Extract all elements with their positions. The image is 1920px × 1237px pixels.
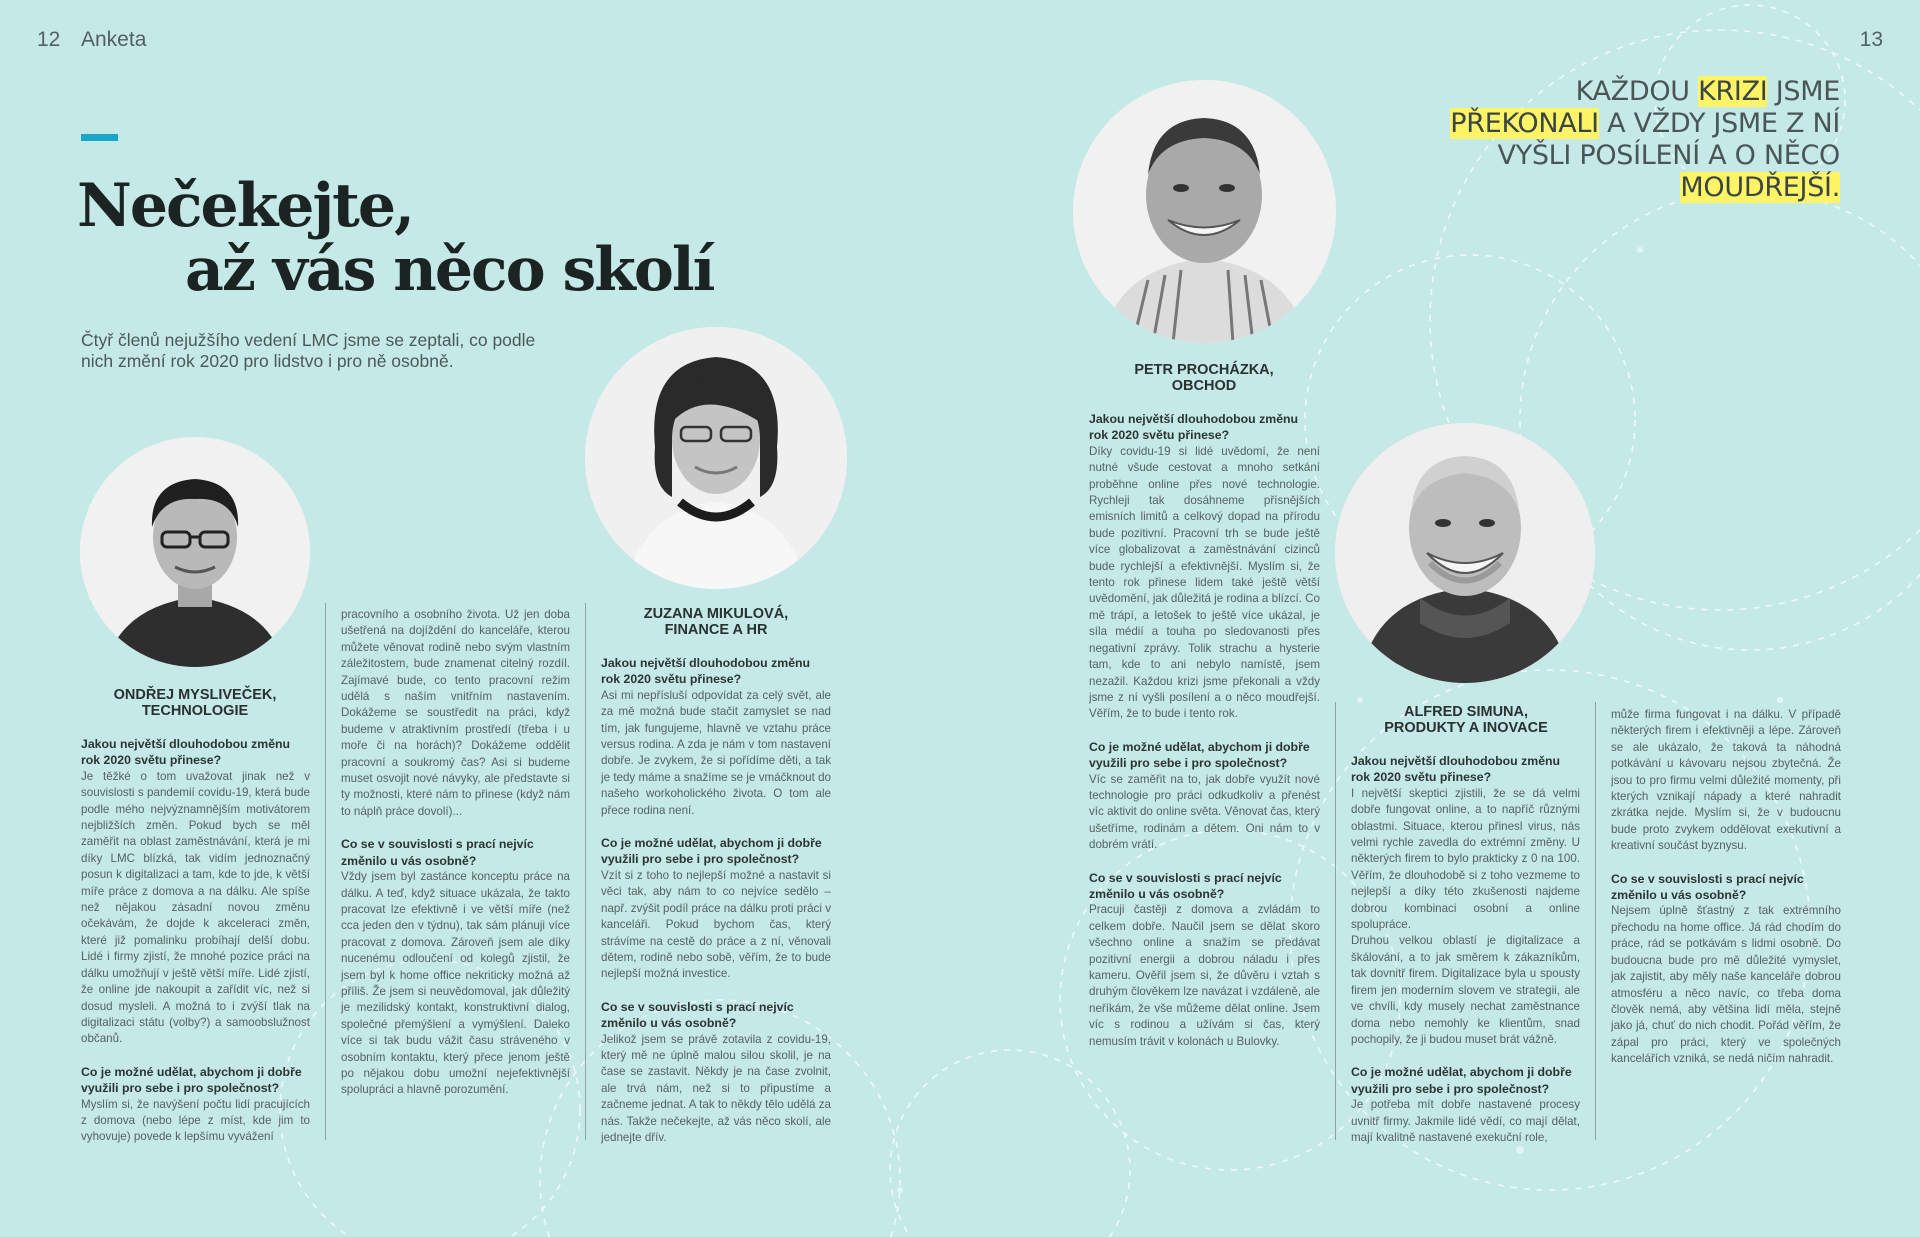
paragraph-gap xyxy=(1089,723,1320,739)
quote-text: KAŽDOU xyxy=(1575,76,1699,107)
interview-answer: Jelikož jsem se právě zotavila z covidu-19, který mě ne úplně malou silou skolil, je na čase se zastavit. Někdy je na čase zvolnit, ale trvá nám, než si to připustíme a začneme jednat. A tak to někdy tělo udělá za nás. Takže nečekejte, až vás něco skolí, ale jednejte dřív. xyxy=(601,1032,831,1144)
text-column-6 xyxy=(1611,707,1841,1107)
interview-answer: I největší skeptici zjistili, že se dá velmi dobře fungovat online, a to napříč různými oblastmi. Situace, kterou přinesl virus, nás velmi rychle zavedla do extrémní změny. U některých firem to bylo prakticky z 0 na 100. Věřím, že dlouhodobě si z toho vezmeme to nejlepší a díky této zkušenosti najdeme dobrou kombinaci osobní a online spolupráce. xyxy=(1351,786,1580,932)
portrait-alfred xyxy=(1335,423,1595,683)
column-divider xyxy=(585,603,586,1140)
quote-text: A VŽDY JSME Z NÍ xyxy=(1598,108,1840,139)
quote-highlight: KRIZI xyxy=(1698,76,1768,107)
portrait-zuzana xyxy=(585,327,847,589)
pull-quote xyxy=(1340,76,1840,204)
interview-answer: Nejsem úplně šťastný z tak extrémního přechodu na home office. Já rád chodím do práce, rád se potkávám s lidmi osobně. Do budoucna bude pro mě důležité vymyslet, jak zajistit, aby měly naše kanceláře dobrou atmosféru a něco navíc, co třeba doma člověk nemá, aby většina lidí měla, stejně jako já, chuť do nich chodit. Pořád věřím, že zápal pro práci, který ve společných kancelářích vzniká, se nedá ničím nahradit. xyxy=(1611,904,1841,1066)
paragraph-gap xyxy=(601,819,831,835)
person-name-text: ONDŘEJ MYSLIVEČEK, xyxy=(113,687,277,703)
interview-question: Jakou největší dlouhodobou změnu rok 2020 světu přinese? xyxy=(1351,754,1561,785)
interview-answer: pracovního a osobního života. Už jen doba ušetřená na dojíždění do kanceláře, kterou můžete věnovat rodině nebo svým vlastním záležitostem, bude znamenat citelný rozdíl. Zajímavé bude, co tento pracovní režim udělá s naším vnitřním nastavením. Dokážeme se soustředit na práci, když budeme v atraktivním prostředí (třeba i u moře či na horách)? Dokážeme oddělit pracovní a soukromý čas? Asi si budeme muset osvojit nové návyky, ale představte si ty možnosti, které nám to přinese (když nám to náplň práce dovolí)... xyxy=(341,608,570,818)
text-column-4 xyxy=(1089,411,1320,1051)
interview-question: Co je možné udělat, abychom ji dobře využili pro sebe i pro společnost? xyxy=(1351,1065,1572,1096)
headline-line-2: až vás něco skolí xyxy=(185,235,714,305)
interview-question: Co se v souvislosti s prací nejvíc změnilo u vás osobně? xyxy=(341,837,534,868)
interview-question: Co se v souvislosti s prací nejvíc změnilo u vás osobně? xyxy=(1089,870,1282,901)
quote-highlight: PŘEKONALI xyxy=(1450,108,1599,139)
interview-question: Co je možné udělat, abychom ji dobře využili pro sebe i pro společnost? xyxy=(81,1064,302,1096)
column-divider xyxy=(325,603,326,1140)
person-name-text: ZUZANA MIKULOVÁ, xyxy=(643,606,789,622)
interview-answer: může firma fungovat i na dálku. V případě některých firem i efektivněji a lépe. Zároveň se ale ukázalo, že taková ta náhodná potkávání u kávovaru nejsou zbytečná. Že jsou to pro firmu velmi důležité momenty, při kterých vznikají nápady a které nahradit zkrátka nejde. Myslím si, že v budoucnu bude proto zvykem oddělovat exekutivní a kreativní součást byznysu. xyxy=(1611,708,1841,853)
interview-answer: Vzít si z toho to nejlepší možné a nastavit si věci tak, aby nám to co nejvíce sedělo – např. zvýšit podíl práce na dálku proti práci v kanceláři. Pokud bychom čas, který strávíme na cestě do práce a z ní, věnovali dětem, rodině nebo sobě, věřím, že to bude nejlepší možná investice. xyxy=(601,868,831,981)
text-column-1 xyxy=(81,736,310,1144)
interview-question: Co se v souvislosti s prací nejvíc změnilo u vás osobně? xyxy=(601,999,794,1031)
column-divider xyxy=(1335,702,1336,1140)
lead-paragraph xyxy=(81,330,601,372)
interview-answer: Víc se zaměřit na to, jak dobře využít nové technologie pro práci odkudkoliv a přenést víc aktivit do online světa. Věnovat čas, který ušetříme, rodinám a dětem. Oni nám to v dobrém vrátí. xyxy=(1089,772,1320,852)
person-role-text: PRODUKTY A INOVACE xyxy=(1384,720,1548,736)
text-column-2 xyxy=(341,607,570,1107)
paragraph-gap xyxy=(341,820,570,836)
lead-line-2: nich změní rok 2020 pro lidstvo i pro ně osobně. xyxy=(81,351,454,371)
interview-question: Co je možné udělat, abychom ji dobře využili pro sebe i pro společnost? xyxy=(601,836,822,867)
text-column-3 xyxy=(601,655,831,1145)
interview-answer: Je těžké o tom uvažovat jinak než v souvislosti s pandemií covidu-19, která bude podle mého nejvýznamnějším motivátorem nejbližších změn. Pokud bych se měl zaměřit na oblast zaměstnávání, která je mi díky LMC blízká, tak vidím jednoznačný posun k digitalizaci a tam, kde to jde, k větší míře práce z domova a na dálku. Ale spíše než nějakou zásadní novou změnu očekávám, že dojde k akceleraci změn, které již pomalinku probíhají delší dobu. Lidé i firmy zjistí, že mnohé pozice práci na dálku umožňují v ještě větší míře. Lidé zjistí, že online jde nakoupit a zařídit víc, než si dosud mysleli. A možná to i zvýší tlak na digitalizaci státu (volby?) a samoobslužnost občanů. xyxy=(81,769,310,1046)
lead-line-1: Čtyř členů nejužšího vedení LMC jsme se zeptali, co podle xyxy=(81,330,536,350)
interview-question: Jakou největší dlouhodobou změnu rok 2020 světu přinese? xyxy=(601,656,811,687)
paragraph-gap xyxy=(1351,1048,1580,1064)
person-name-text: ALFRED SIMUNA, xyxy=(1403,704,1529,720)
person-name-text: PETR PROCHÁZKA, xyxy=(1134,362,1274,378)
section-label: Anketa xyxy=(81,28,147,51)
person-name-ondrej xyxy=(80,687,310,719)
quote-text: VYŠLI POSÍLENÍ A O NĚCO xyxy=(1497,140,1840,171)
paragraph-gap xyxy=(1611,855,1841,871)
person-name-petr xyxy=(1088,362,1320,394)
interview-question: Jakou největší dlouhodobou změnu rok 2020 světu přinese? xyxy=(1089,412,1299,443)
quote-text: JSME xyxy=(1767,76,1840,107)
person-name-zuzana xyxy=(600,606,832,638)
person-name-alfred xyxy=(1350,704,1582,736)
quote-highlight: MOUDŘEJŠÍ. xyxy=(1680,172,1840,203)
person-role-text: FINANCE A HR xyxy=(664,622,768,638)
interview-answer: Druhou velkou oblastí je digitalizace a škálování, a to jak směrem k zákazníkům, tak dovnitř firem. Digitalizace byla u spousty firem jen moderním slovem ve strategii, ale ve chvíli, kdy musely nechat zaměstnance doma nebo nemohly ke klientům, snad pochopily, že ji budou muset brát vážně. xyxy=(1351,934,1580,1046)
interview-answer: Vždy jsem byl zastánce konceptu práce na dálku. A teď, když situace ukázala, že takto pracovat lze efektivně i ve větší míře (než cca jeden den v týdnu), tak sám plánuji více pracovat z domova. Zároveň jsem ale díky nucenému odloučení od kolegů zjistil, že jsem byl k home office nekriticky možná až příliš. Že jsem si neuvědomoval, jak důležitý je mezilidský kontakt, konstruktivní dialog, společné přemýšlení a vymýšlení. Daleko více si tak budu vážit času stráveného v osobním kontaktu, který přece jenom ještě po nějakou dobu umožní nejefektivnější spolupráci a hlavně porozumění. xyxy=(341,870,570,1097)
page-number-right: 13 xyxy=(1859,28,1883,51)
interview-answer: Asi mi nepřísluší odpovídat za celý svět, ale za mě možná bude stačit zamyslet se nad tím, jak fungujeme, hlavně ve vztahu práce versus rodina. A zda je nám v tom nastavení dobře. Je zvykem, že si pořídíme děti, a tak je tedy máme a snažíme se je vmáčknout do našeho workoholického života. O tom ale přece rodina není. xyxy=(601,688,831,817)
text-column-5 xyxy=(1351,753,1580,1145)
paragraph-gap xyxy=(81,1048,310,1064)
portrait-petr xyxy=(1073,80,1336,343)
person-role-text: OBCHOD xyxy=(1171,378,1237,394)
portrait-ondrej xyxy=(80,437,310,667)
paragraph-gap xyxy=(1089,854,1320,870)
headline-line-1: Nečekejte, xyxy=(77,171,413,241)
interview-question: Co je možné udělat, abychom ji dobře využili pro sebe i pro společnost? xyxy=(1089,739,1310,771)
interview-question: Co se v souvislosti s prací nejvíc změnilo u vás osobně? xyxy=(1611,871,1804,903)
paragraph-gap xyxy=(601,983,831,999)
page-number-left: 12 xyxy=(37,28,61,51)
interview-question: Jakou největší dlouhodobou změnu rok 2020 světu přinese? xyxy=(81,737,291,768)
interview-answer: Pracuji častěji z domova a zvládám to celkem dobře. Naučil jsem se dělat skoro všechno online a snažím se předávat pozitivní energii a dobrou náladu i přes kameru. Ověřil jsem si, že důvěru i vztah s druhým člověkem lze navázat i vzdáleně, ale neříkám, že vše můžeme dělat online. Jsem víc s rodinou a užívám si čas, který nemusím trávit v kolonách u Bulovky. xyxy=(1089,903,1320,1048)
interview-answer: Myslím si, že navýšení počtu lidí pracujících z domova (nebo lépe z míst, kde jim to vyhovuje) povede k lepšímu vyvážení xyxy=(81,1097,310,1144)
accent-bar xyxy=(81,134,118,141)
interview-answer: Díky covidu-19 si lidé uvědomí, že není nutné všude cestovat a mnoho setkání proběhne online přes nové technologie. Rychleji tak dosáhneme přísnějších emisních limitů a celkový dopad na přírodu bude pozitivní. Pracovní trh se bude ještě více globalizovat a zaměstnávání cizinců bude rychlejší a efektivnější. Myslím si, že tento rok přinese lidem také ještě větší uvědomění, jak důležitá je rodina a blízcí. Co mě trápí, a letošek to ještě více ukázal, je síla médií a touha po sledovanosti přes negativní zprávy. Tolik strachu a hysterie tam, kde to ani nebylo namístě, jsem nezažil. Každou krizi jsme překonali a vždy jsme z ní vyšli posílení a o něco moudřejší. Věřím, že to bude i tento rok. xyxy=(1089,444,1320,721)
column-divider xyxy=(1595,702,1596,1140)
interview-answer: Je potřeba mít dobře nastavené procesy uvnitř firmy. Jakmile lidé vědí, co mají dělat, mají kvalitně nastavené exekuční role, xyxy=(1351,1098,1580,1144)
person-role-text: TECHNOLOGIE xyxy=(141,703,249,719)
